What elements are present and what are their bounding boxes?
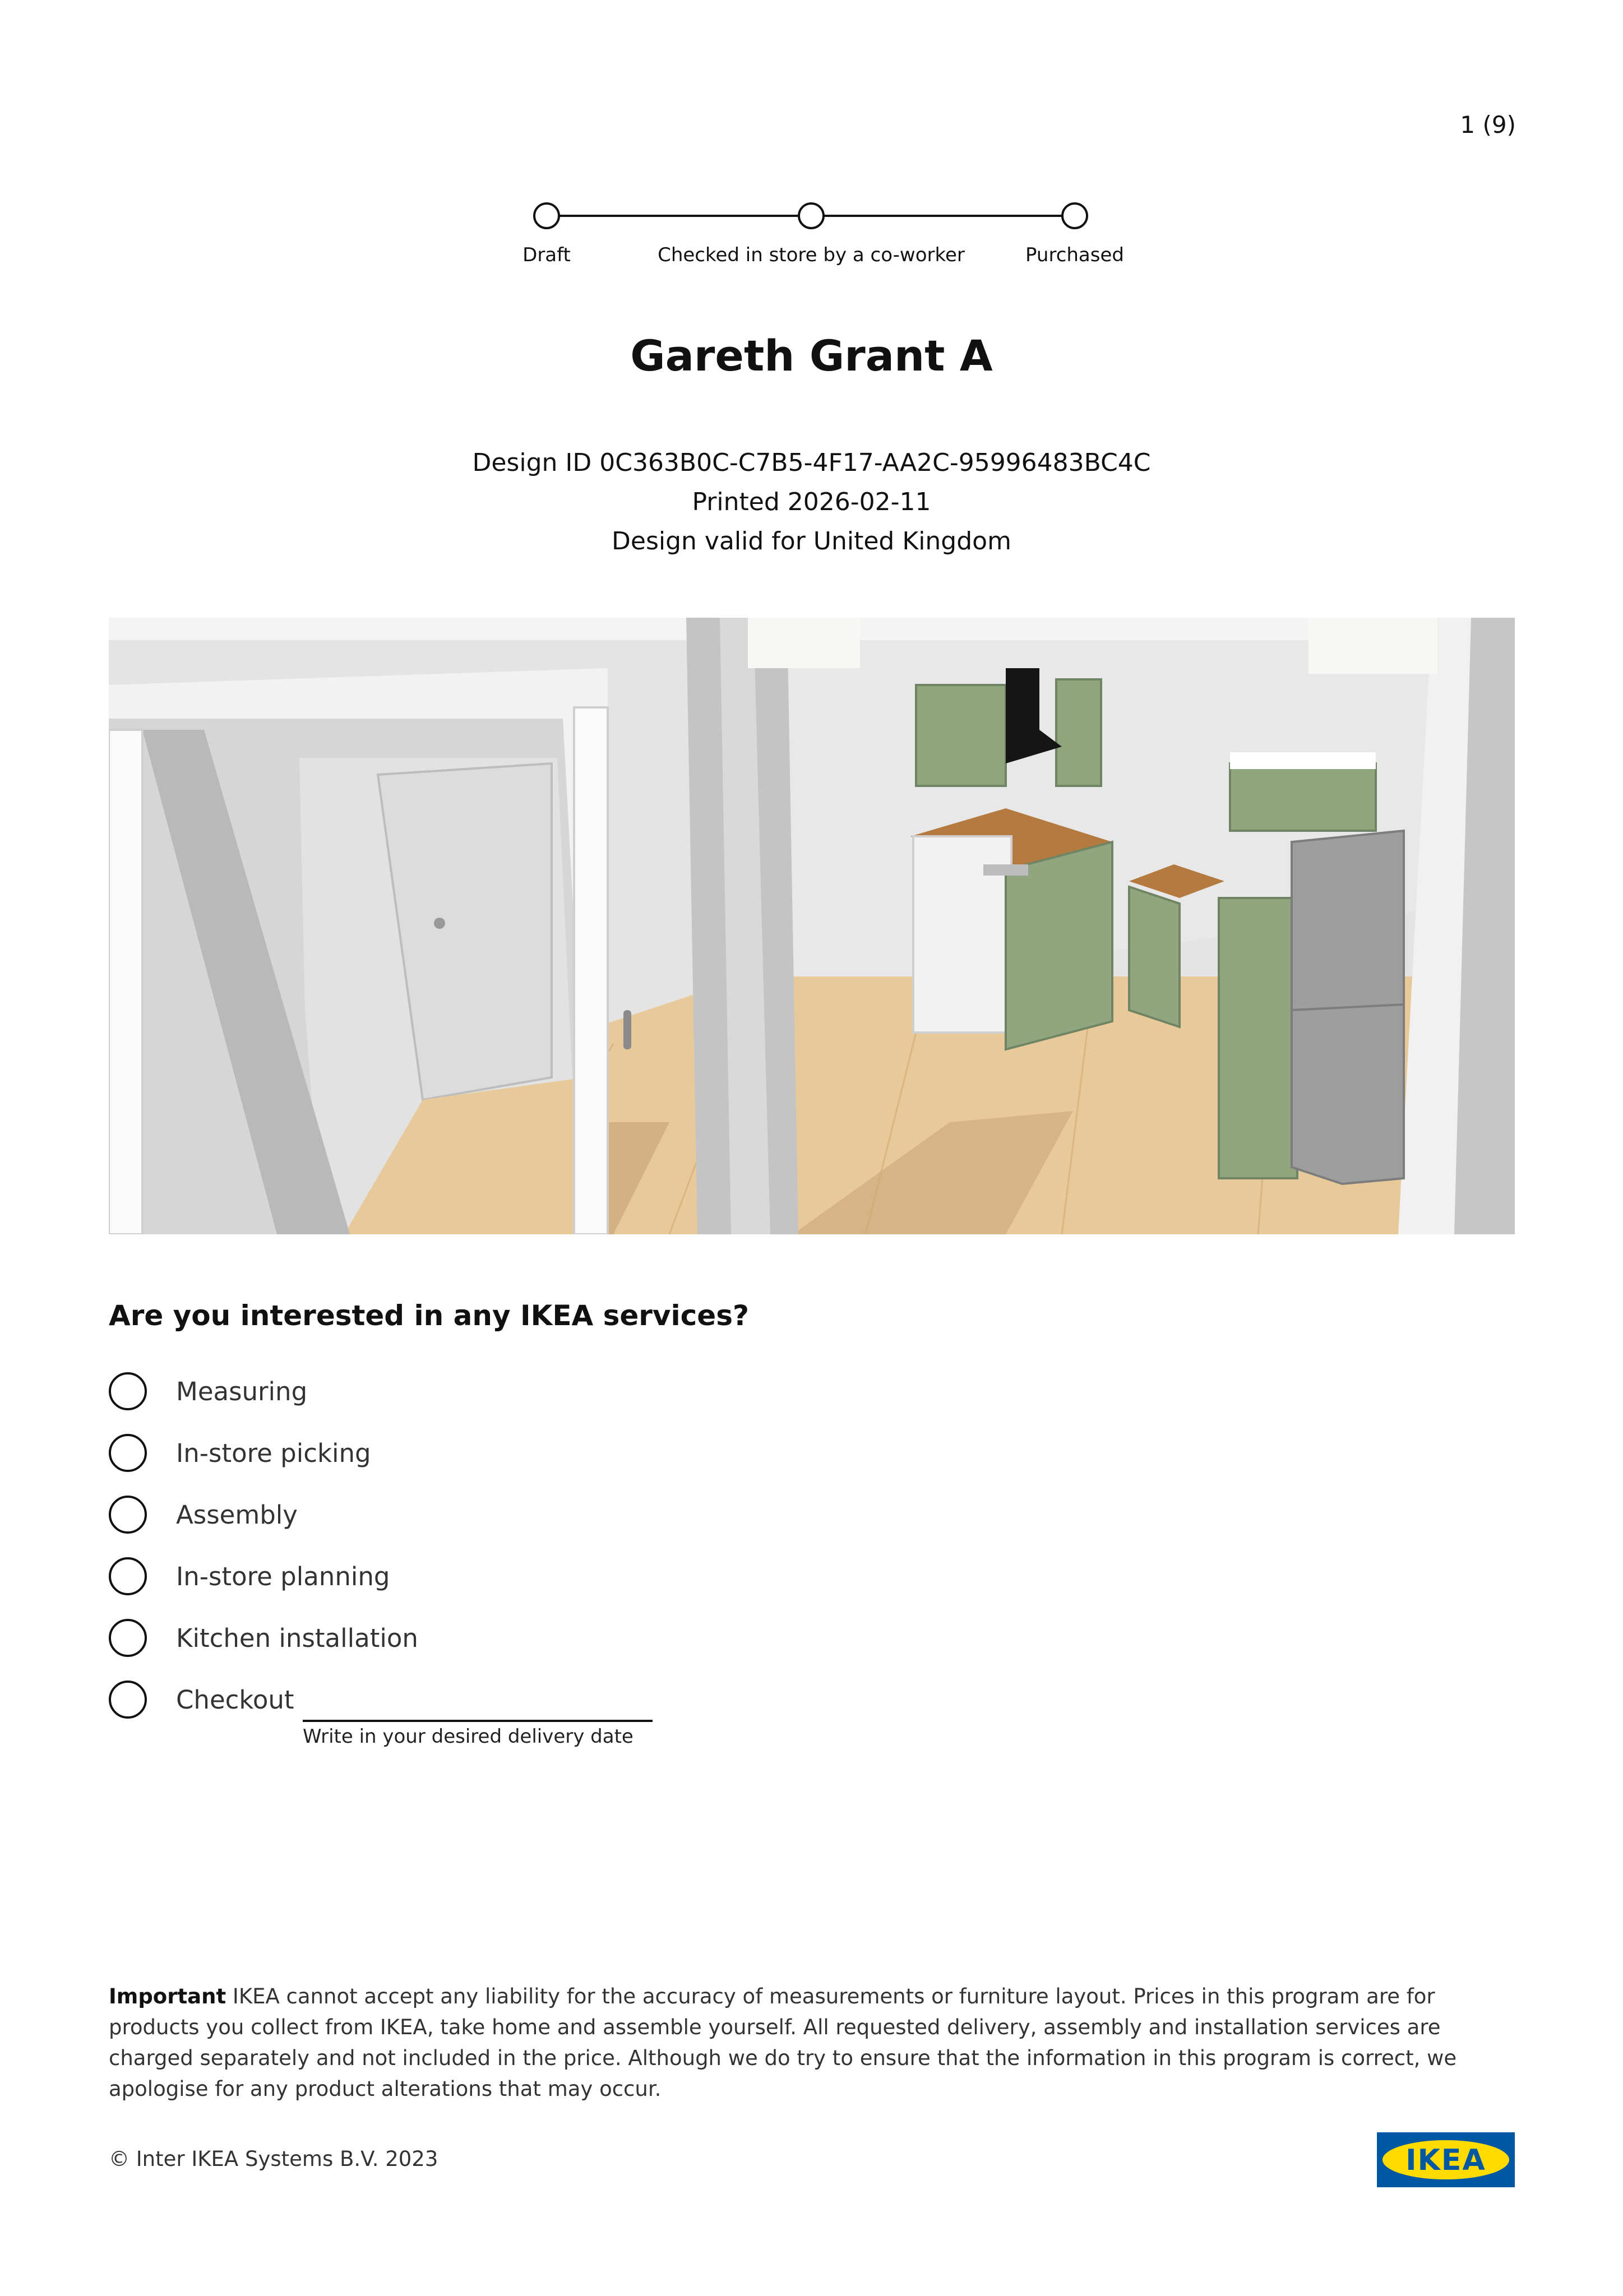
service-option-in-store-picking[interactable] [109,1432,371,1474]
printed-date: Printed 2026-02-11 [692,488,931,516]
page-number: 1 (9) [1460,111,1516,138]
step-label-draft: Draft [522,244,571,266]
service-option-checkout[interactable] [109,1678,294,1721]
radio-button[interactable] [109,1372,147,1410]
step-purchased-dot [1062,203,1087,228]
service-option-in-store-planning[interactable] [109,1555,390,1598]
service-option-label: Measuring [176,1376,308,1406]
logo-text: IKEA [1405,2144,1486,2177]
design-validity: Design valid for United Kingdom [612,527,1011,556]
status-stepper [521,199,1124,283]
stepper-track [521,199,1093,244]
disclaimer-text: IKEA cannot accept any liability for the accuracy of measurements or furniture layout. Prices in this program are for products you collect from IKEA, take home and assemble yourself. All requested delivery, assembly and installation services are charged separately and not included in the price. Although we do try to ensure that the information in this program is correct, we apologise for any product alterations that may occur. [109,1984,1457,2101]
service-option-measuring[interactable] [109,1370,307,1413]
copyright: © Inter IKEA Systems B.V. 2023 [109,2147,438,2171]
step-label-purchased: Purchased [1025,244,1124,266]
service-option-label: In-store planning [176,1561,390,1591]
radio-button[interactable] [109,1434,147,1472]
design-id: Design ID 0C363B0C-C7B5-4F17-AA2C-95996483BC4C [472,448,1151,477]
customer-name: Gareth Grant A [630,331,993,381]
service-option-label: Assembly [176,1499,298,1530]
kitchen-render-image [109,618,1515,1234]
service-option-kitchen-installation[interactable] [109,1617,418,1659]
step-checked-dot [799,203,824,228]
radio-button[interactable] [109,1496,147,1534]
radio-button[interactable] [109,1619,147,1657]
radio-button[interactable] [109,1681,147,1719]
service-option-assembly[interactable] [109,1493,298,1536]
services-heading: Are you interested in any IKEA services? [109,1299,749,1332]
delivery-date-hint: Write in your desired delivery date [303,1725,634,1748]
service-option-label: Checkout [176,1684,294,1715]
delivery-date-field[interactable] [303,1720,653,1722]
ikea-logo [1377,2132,1515,2187]
step-label-checked: Checked in store by a co-worker [658,244,965,266]
service-option-label: Kitchen installation [176,1623,418,1653]
radio-button[interactable] [109,1557,147,1595]
disclaimer [109,1981,1515,2104]
service-option-label: In-store picking [176,1438,371,1468]
step-draft-dot [534,203,559,228]
disclaimer-label: Important [109,1984,226,2008]
